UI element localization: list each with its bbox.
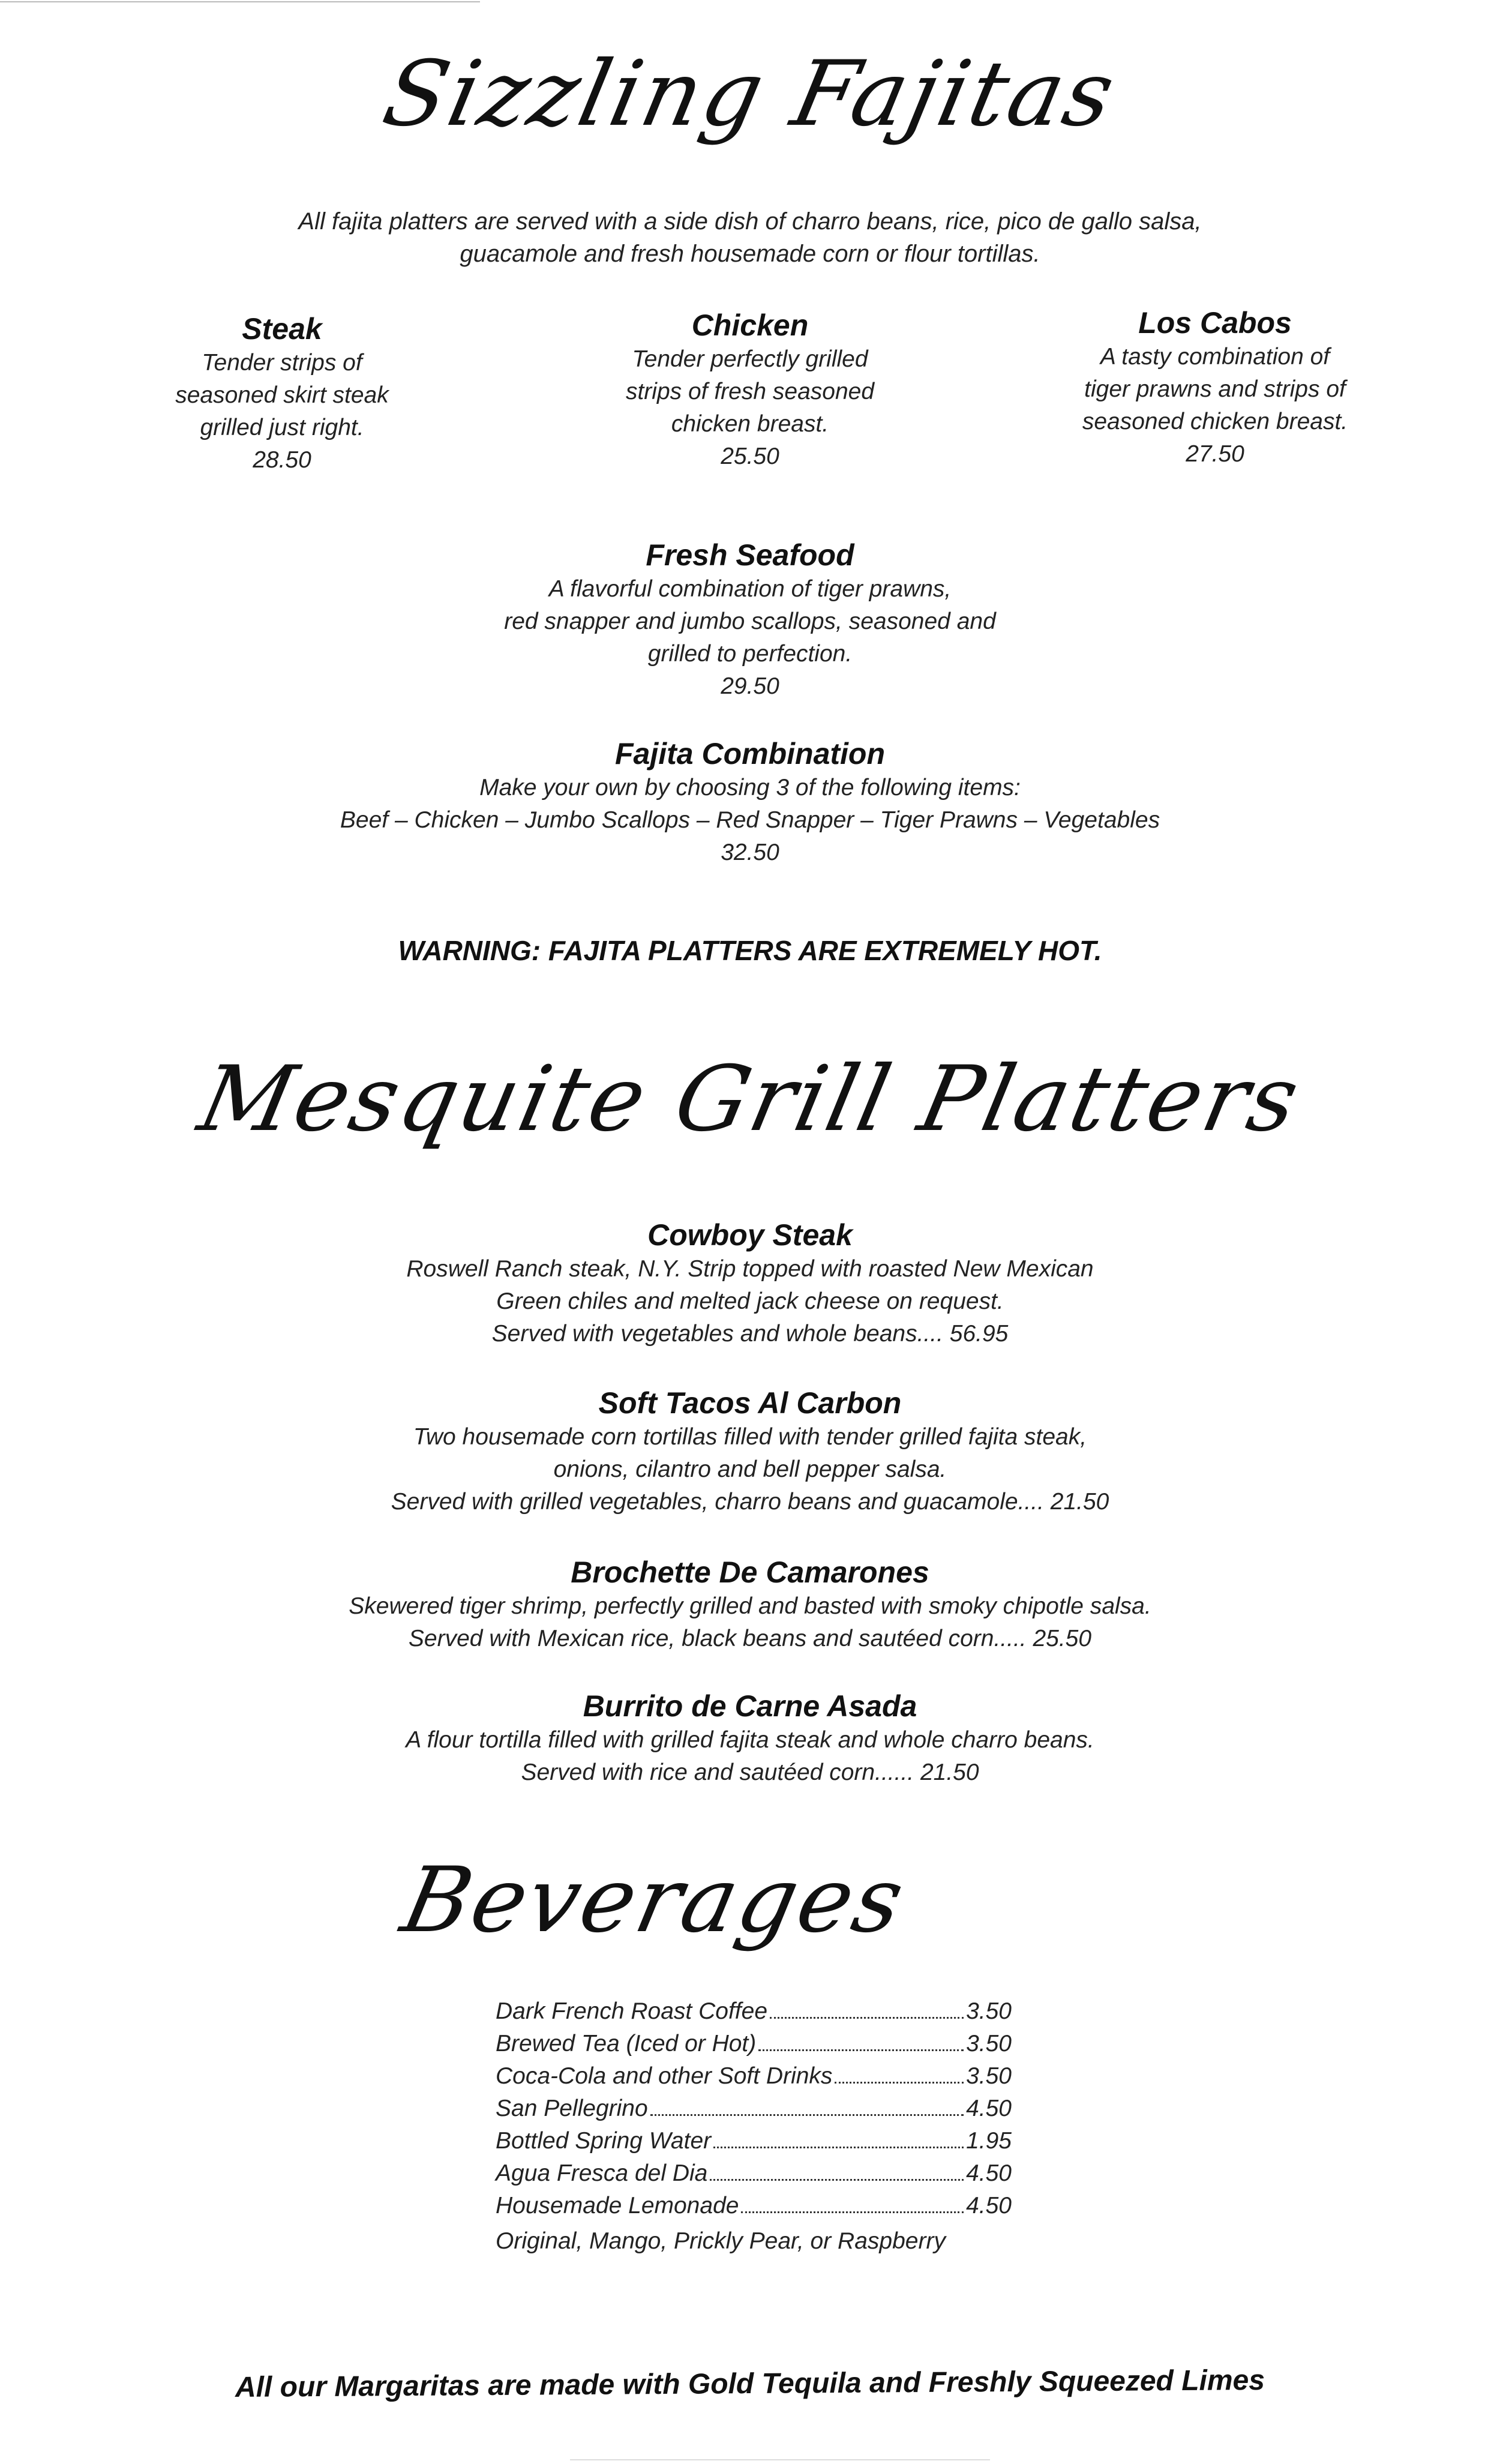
item-desc: Served with grilled vegetables, charro beans and guacamole.... 21.50 <box>391 1489 1109 1515</box>
beverage-row <box>496 2128 1012 2160</box>
item-name: Brochette De Camarones <box>571 1555 929 1589</box>
dot-leader <box>758 2049 964 2051</box>
scan-artifact-bottom <box>570 2459 990 2460</box>
beverages-list <box>496 1998 1012 2258</box>
beverages-section-title: Beverages <box>393 1848 915 1953</box>
beverage-name: Dark French Roast Coffee <box>496 1998 768 2024</box>
fajitas-intro-line: All fajita platters are served with a side dish of charro beans, rice, pico de gallo salsa, <box>298 208 1202 235</box>
menu-item-soft-tacos <box>270 1385 1230 1518</box>
item-desc: Tender strips of <box>202 350 362 376</box>
item-price: 25.50 <box>721 443 779 469</box>
item-desc: Two housemade corn tortillas filled with tender grilled fajita steak, <box>413 1424 1087 1450</box>
beverage-price: 4.50 <box>966 2193 1012 2219</box>
item-desc: grilled just right. <box>200 415 364 440</box>
menu-item-chicken <box>594 307 906 473</box>
item-name: Chicken <box>691 308 809 342</box>
menu-item-cowboy-steak <box>300 1217 1200 1350</box>
beverage-name: Housemade Lemonade <box>496 2193 739 2219</box>
beverage-price: 3.50 <box>966 2031 1012 2057</box>
item-desc: Make your own by choosing 3 of the following items: <box>479 775 1021 801</box>
dot-leader <box>713 2147 964 2148</box>
item-desc: Green chiles and melted jack cheese on request. <box>496 1288 1004 1314</box>
item-price: 29.50 <box>721 673 779 699</box>
item-desc: grilled to perfection. <box>647 641 853 667</box>
menu-item-fresh-seafood <box>450 537 1050 703</box>
beverage-name: Brewed Tea (Iced or Hot) <box>496 2031 757 2057</box>
item-desc: Roswell Ranch steak, N.Y. Strip topped with roasted New Mexican <box>406 1256 1094 1282</box>
dot-leader <box>770 2017 964 2019</box>
beverage-price: 3.50 <box>966 2063 1012 2089</box>
beverage-price: 4.50 <box>966 2096 1012 2121</box>
beverage-name: Bottled Spring Water <box>496 2128 712 2154</box>
item-desc: Beef – Chicken – Jumbo Scallops – Red Snapper – Tiger Prawns – Vegetables <box>340 807 1160 833</box>
menu-item-brochette <box>240 1554 1260 1655</box>
beverage-row <box>496 2031 1012 2063</box>
scan-artifact-top <box>0 1 480 2</box>
item-name: Soft Tacos Al Carbon <box>598 1386 902 1420</box>
item-desc: onions, cilantro and bell pepper salsa. <box>553 1456 947 1482</box>
item-desc: Served with vegetables and whole beans.... 56.95 <box>491 1321 1009 1347</box>
dot-leader <box>741 2211 964 2213</box>
item-name: Los Cabos <box>1138 306 1292 340</box>
fajitas-intro-line: guacamole and fresh housemade corn or flour tortillas. <box>460 241 1040 267</box>
dot-leader <box>650 2114 964 2116</box>
lemonade-flavors-note: Original, Mango, Prickly Pear, or Raspberry <box>496 2228 946 2254</box>
item-desc: red snapper and jumbo scallops, seasoned and <box>504 608 996 634</box>
beverage-row <box>496 2063 1012 2096</box>
item-name: Fajita Combination <box>615 737 885 771</box>
menu-item-steak <box>138 311 426 476</box>
beverage-row <box>496 2193 1012 2225</box>
beverage-row <box>496 2160 1012 2193</box>
fajitas-intro <box>180 205 1320 270</box>
dot-leader <box>710 2179 964 2181</box>
item-price: 28.50 <box>253 447 311 473</box>
item-desc: Served with Mexican rice, black beans and sautéed corn..... 25.50 <box>408 1626 1092 1651</box>
item-desc: Served with rice and sautéed corn...... 21.50 <box>521 1759 979 1785</box>
item-desc: chicken breast. <box>671 411 829 437</box>
item-price: 32.50 <box>721 840 779 865</box>
item-desc: Skewered tiger shrimp, perfectly grilled and basted with smoky chipotle salsa. <box>349 1593 1151 1619</box>
item-desc: tiger prawns and strips of <box>1084 376 1346 402</box>
item-name: Cowboy Steak <box>647 1218 853 1252</box>
item-desc: A flour tortilla filled with grilled fajita steak and whole charro beans. <box>406 1727 1094 1753</box>
menu-item-los-cabos <box>1044 305 1386 470</box>
beverage-name: San Pellegrino <box>496 2096 648 2121</box>
beverage-price: 3.50 <box>966 1998 1012 2024</box>
item-desc: strips of fresh seasoned <box>625 379 875 404</box>
warning-notice: WARNING: FAJITA PLATTERS ARE EXTREMELY HOT. <box>398 935 1102 966</box>
beverage-price: 1.95 <box>966 2128 1012 2154</box>
margarita-footer: All our Margaritas are made with Gold Tequila and Freshly Squeezed Limes <box>235 2364 1265 2403</box>
item-price: 27.50 <box>1186 441 1244 467</box>
beverage-name: Coca-Cola and other Soft Drinks <box>496 2063 833 2089</box>
item-desc: Tender perfectly grilled <box>632 346 868 372</box>
item-name: Steak <box>242 312 322 346</box>
menu-item-burrito <box>270 1688 1230 1789</box>
item-desc: A tasty combination of <box>1100 344 1330 370</box>
beverage-price: 4.50 <box>966 2160 1012 2186</box>
mesquite-section-title: Mesquite Grill Platters <box>190 1047 1310 1152</box>
menu-item-fajita-combination <box>270 736 1230 869</box>
fajitas-section-title: Sizzling Fajitas <box>374 42 1126 146</box>
item-desc: seasoned chicken breast. <box>1082 409 1348 434</box>
beverage-row <box>496 2096 1012 2128</box>
item-desc: A flavorful combination of tiger prawns, <box>548 576 952 602</box>
dot-leader <box>835 2082 964 2084</box>
beverage-row <box>496 1998 1012 2031</box>
item-name: Burrito de Carne Asada <box>583 1689 917 1723</box>
item-desc: seasoned skirt steak <box>175 382 389 408</box>
beverage-name: Agua Fresca del Dia <box>496 2160 708 2186</box>
item-name: Fresh Seafood <box>646 538 854 572</box>
